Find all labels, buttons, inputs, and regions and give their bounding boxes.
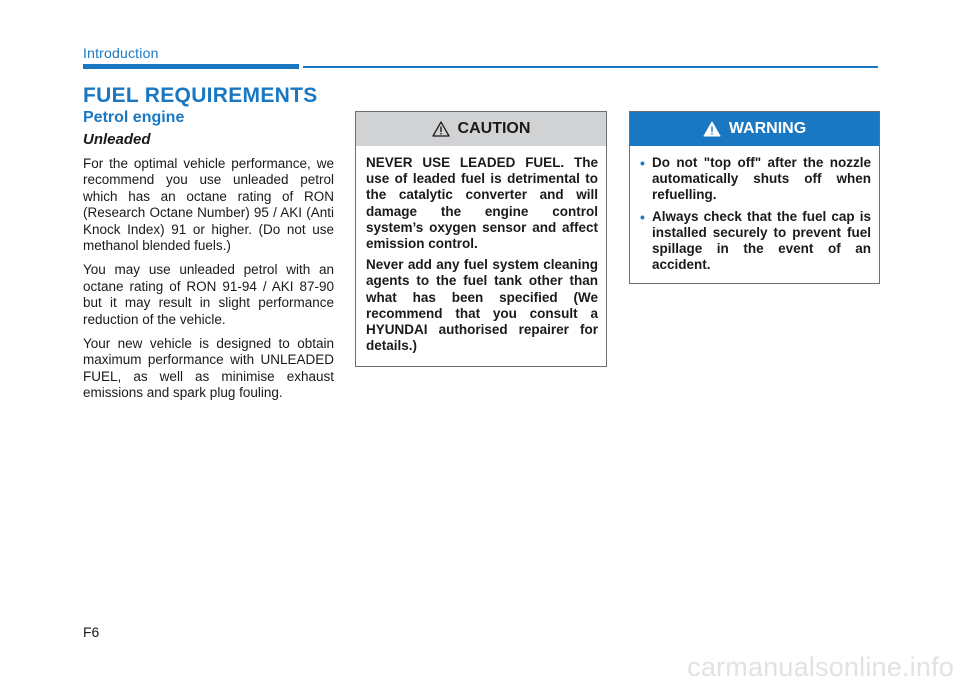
warning-list [640,155,871,273]
warning-body [630,146,879,273]
warning-item [640,155,871,204]
warning-item-text: Always check that the fuel cap is installed securely to prevent fuel spillage in the event of an accident. [652,208,871,273]
header-rule-thick [83,64,299,69]
page-title: FUEL REQUIREMENTS [83,84,318,107]
warning-item-text: Do not "top off" after the nozzle automatically shuts off when refuelling. [652,155,871,203]
watermark: carmanualsonline.info [687,652,954,682]
warning-triangle-outline-icon [432,121,450,137]
caution-paragraph: Never add any fuel system cleaning agents to the fuel tank other than what has been specified (We recommend that you consult a HYUNDAI authorised repairer for details.) [366,257,598,354]
bullet: • [640,208,645,225]
page-number: F6 [83,624,100,640]
section-label: Introduction [83,45,159,61]
warning-label: WARNING [728,120,807,137]
warning-triangle-filled-icon [703,121,721,137]
header-rule-thin [303,66,878,68]
bullet: • [640,155,645,171]
caution-paragraph: NEVER USE LEADED FUEL. The use of leaded fuel is detrimental to the catalytic converter and will damage the engine control system’s oxygen sensor and affect emission control. [366,155,598,252]
paragraph: For the optimal vehicle performance, we recommend you use unleaded petrol which has an octane rating of RON (Research Octane Number) 95 / AKI (Anti Knock Index) 91 or higher. (Do not use methanol blended fuels.) [83,156,334,254]
caution-label: CAUTION [457,120,531,137]
caution-header [356,112,606,146]
warning-box [629,111,880,284]
paragraph: You may use unleaded petrol with an octane rating of RON 91-94 / AKI 87-90 but it may result in slight performance reduction of the vehicle. [83,262,334,327]
section-heading: Petrol engine [83,109,185,126]
warning-header [630,112,879,146]
section-subheading: Unleaded [83,131,151,148]
content-column [83,108,334,410]
paragraph: Your new vehicle is designed to obtain maximum performance with UNLEADED FUEL, as well as minimise exhaust emissions and spark plug fouling. [83,336,334,401]
warning-item [640,209,871,274]
caution-body [356,146,606,354]
caution-box [355,111,607,367]
